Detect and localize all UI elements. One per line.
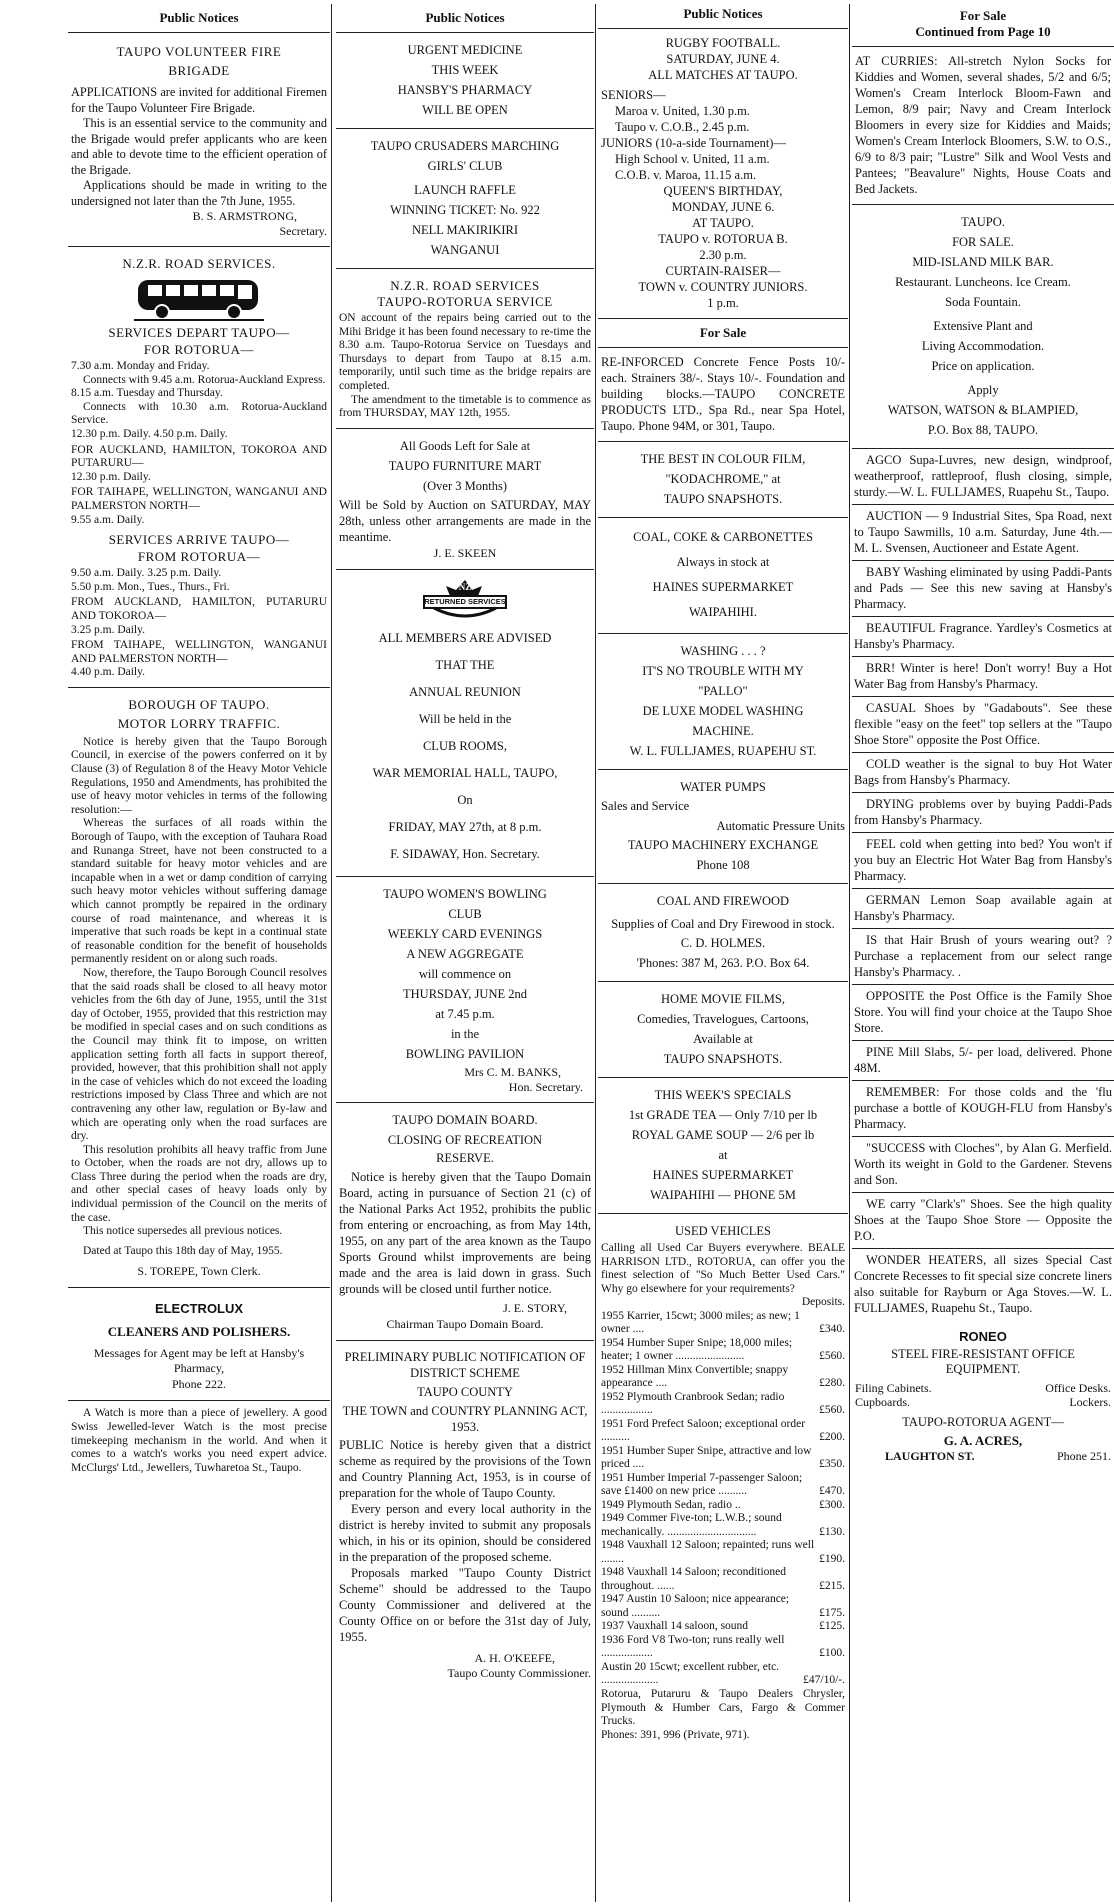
classified-ad — [852, 1081, 1114, 1137]
fire-brigade-notice — [68, 33, 330, 247]
signature: S. TOREPE, Town Clerk. — [137, 1264, 261, 1279]
vehicle-deposit: £190. — [819, 1552, 845, 1565]
signature: J. E. STORY, — [503, 1300, 567, 1315]
domain-board-notice — [336, 1103, 594, 1341]
notice-line: Available at — [693, 1032, 753, 1046]
notice-line: WASHING . . . ? — [680, 644, 766, 658]
notice-line: TAUPO v. ROTORUA B. — [658, 232, 788, 246]
vehicle-deposit: £125. — [819, 1620, 845, 1633]
section-header: Public Notices — [336, 4, 594, 33]
notice-text: AGCO Supa-Luvres, new design, windproof, weatherproof, rattleproof, flush closing, simple, sturdy.—W. L. FULLJAMES, Ruapehu St., Taupo. — [854, 453, 1112, 499]
column-label: Deposits. — [801, 1296, 845, 1309]
timetable-line: FOR AUCKLAND, HAMILTON, TOKOROA AND PUTARURU— — [71, 443, 327, 470]
notice-text: WE carry "Clark's" Shoes. See the high quality Shoes at the Taupo Shoe Store — Opposite the P.O. — [854, 1197, 1112, 1243]
roneo-advert — [852, 1320, 1114, 1470]
notice-line: will commence on — [418, 966, 512, 981]
notice-line: JUNIORS (10-a-side Tournament)— — [601, 136, 786, 150]
vehicle-row — [601, 1499, 845, 1513]
notice-line: All Goods Left for Sale at — [399, 438, 531, 453]
timetable-line: Connects with 10.30 a.m. Rotorua-Auckland Service. — [71, 400, 327, 427]
notice-line: WILL BE OPEN — [422, 103, 508, 117]
notice-title: ELECTROLUX — [154, 1301, 244, 1317]
vehicle-description: 1951 Humber Super Snipe, attractive and low priced .... — [601, 1444, 812, 1471]
column-4 — [852, 4, 1114, 1900]
notice-text: Phone 222. — [172, 1377, 226, 1392]
column-3 — [598, 4, 848, 1900]
notice-title: N.Z.R. ROAD SERVICES. — [122, 256, 276, 271]
notice-line: in the — [450, 1026, 480, 1041]
notice-line: TAUPO. — [961, 215, 1005, 229]
notice-line: DE LUXE MODEL WASHING — [642, 704, 804, 718]
notice-line: WATSON, WATSON & BLAMPIED, — [887, 403, 1079, 417]
notice-line: C. D. HOLMES. — [680, 936, 766, 950]
timetable-line: Connects with 9.45 a.m. Rotorua-Auckland Express. — [83, 373, 326, 386]
rsa-notice — [336, 570, 594, 877]
vehicle-row — [601, 1310, 845, 1337]
notice-text: AT CURRIES: All-stretch Nylon Socks for Kiddies and Women, several shades, 5/2 and 6/5; Women's Cream Interlock Bloom-Fawn and Lemon, 8/9 pair; Navy and Cream Interlock Bloomers in every size for Kiddies and Maids; Women's Cream Interlock Bloomers, S.W. to O.S., 6/9 to 8/3 pair; "Lustre" Silk and Wool Vests and Pantees; "Beavalure" Nights, House Coats and Bed Jackets. — [855, 54, 1111, 196]
classified-ad — [852, 505, 1114, 561]
notice-line: LAUNCH RAFFLE — [414, 183, 516, 197]
rsa-badge-text: NZ — [458, 581, 472, 592]
notice-title: BRIGADE — [168, 63, 230, 78]
notice-line: HAINES SUPERMARKET — [652, 1168, 794, 1182]
notice-line: Always in stock at — [676, 555, 770, 569]
notice-text: The amendment to the timetable is to commence as from THURSDAY, MAY 12th, 1955. — [339, 393, 591, 420]
section-header: Public Notices — [598, 4, 848, 29]
vehicle-row — [601, 1391, 845, 1418]
furniture-mart-notice — [336, 429, 594, 570]
vehicle-description: 1948 Vauxhall 14 Saloon; reconditioned throughout. ...... — [601, 1566, 787, 1592]
notice-line: WAIPAHIHI. — [689, 605, 757, 619]
timetable-line: 7.30 a.m. Monday and Friday. — [71, 360, 210, 372]
classified-ad — [852, 449, 1114, 505]
notice-text: Will be Sold by Auction on SATURDAY, MAY 28th, unless other arrangements are made in the meantime. — [339, 497, 591, 544]
rugby-notice — [598, 29, 848, 319]
notice-line: GIRLS' CLUB — [427, 159, 503, 173]
vehicle-row — [601, 1445, 845, 1472]
notice-text: Calling all Used Car Buyers everywhere. BEALE HARRISON LTD., ROTORUA, can offer you the finest selection of "So Much Better Used Cars." Why go elsewhere for your requirements? — [601, 1242, 845, 1295]
nzr-service-notice — [336, 269, 594, 429]
notice-text: Every person and every local authority in the district is hereby invited to submit any proposals which, in his or its opinion, should be considered in the preparation of the proposed scheme. — [339, 1501, 591, 1564]
classified-ad — [852, 1041, 1114, 1081]
firewood-advert — [598, 884, 848, 982]
notice-line: Sales and Service — [601, 799, 690, 813]
notice-text: BABY Washing eliminated by using Paddi-Pants and Pads — See this new saving at Hansby's Pharmacy. — [854, 565, 1112, 611]
notice-subtitle: CLEANERS AND POLISHERS. — [107, 1324, 291, 1340]
roneo-items — [855, 1381, 1111, 1395]
notice-line: MONDAY, JUNE 6. — [671, 200, 775, 214]
notice-line: FOR SALE. — [952, 235, 1014, 249]
notice-text: This is an essential service to the community and the Brigade would prefer applicants who are keen and able to devote time to the efficient operation of the Brigade. — [71, 116, 327, 177]
vehicle-description: 1949 Commer Five-ton; L.W.B.; sound mechanically. ............................... — [601, 1512, 782, 1538]
used-vehicles-advert — [598, 1214, 848, 1749]
notice-text: Now, therefore, the Taupo Borough Council resolves that the said roads shall be closed to all heavy motor vehicles from the 6th day of June, 1955, until the 31st day of October, 1955, provided that this restriction may be modified in special cases and on such conditions as the Council may think fit to impose, on written application setting forth all facts in support thereof, provided, however, that this prohibition shall not apply in the case of vehicles which do not exceed the loading restrictions imposed by Class Three and which are not contravening any other law, regulation or By-law and which are operating only when the road surfaces are dry. — [71, 966, 327, 1143]
vehicle-deposit: £215. — [819, 1579, 845, 1592]
vehicle-row — [601, 1337, 845, 1364]
column-2 — [336, 4, 594, 1900]
section-header — [852, 4, 1114, 47]
notice-line: ANNUAL REUNION — [409, 684, 521, 699]
nzr-road-services-notice — [68, 247, 330, 688]
timetable-line: FROM AUCKLAND, HAMILTON, PUTARURU AND TOKOROA— — [71, 596, 327, 622]
notice-text: APPLICATIONS are invited for additional Firemen for the Taupo Volunteer Fire Brigade. — [71, 85, 327, 115]
notice-text: WONDER HEATERS, all sizes Special Cast Concrete Recesses to fit special size concrete liners also suitable for Rayburn or Aga Stoves.—W. L. FULLJAMES, Ruapehu St., Taupo. — [854, 1253, 1112, 1315]
notice-line: Extensive Plant and — [933, 319, 1033, 333]
notice-line: "KODACHROME," at — [665, 472, 781, 486]
section-header: For Sale — [598, 319, 848, 348]
notice-title: RESERVE. — [436, 1150, 494, 1165]
notice-line: TAUPO WOMEN'S BOWLING — [383, 886, 547, 901]
notice-line: Taupo v. C.O.B., 2.45 p.m. — [615, 120, 750, 134]
vehicle-deposit: £130. — [819, 1525, 845, 1538]
notice-title: PRELIMINARY PUBLIC NOTIFICATION OF DISTRICT SCHEME — [344, 1349, 586, 1380]
notice-line: THIS WEEK — [431, 63, 499, 77]
notice-line: Restaurant. Luncheons. Ice Cream. — [895, 275, 1071, 289]
vehicle-description: 1936 Ford V8 Two-ton; runs really well .................. — [601, 1633, 785, 1660]
notice-text: FEEL cold when getting into bed? You won't if you buy an Electric Hot Water Bag from Hansby's Pharmacy. — [854, 837, 1112, 883]
notice-line: NELL MAKIRIKIRI — [411, 223, 519, 237]
signature: Chairman Taupo Domain Board. — [386, 1316, 544, 1331]
notice-line: WEEKLY CARD EVENINGS — [387, 926, 543, 941]
classified-ad — [852, 985, 1114, 1041]
vehicle-list — [601, 1310, 845, 1688]
notice-text: A Watch is more than a piece of jewellery. A good Swiss Jewelled-lever Watch is the most precise timekeeping mechanism in the world. And when it comes to a watch's works you need expert advice. McClurgs' Ltd., Jewellers, Tuwharetoa St., Taupo. — [71, 1407, 327, 1474]
signature: Hon. Secretary. — [508, 1079, 583, 1094]
timetable-line: 5.50 p.m. Mon., Tues., Thurs., Fri. — [71, 580, 230, 593]
notice-title: USED VEHICLES — [675, 1224, 771, 1238]
vehicle-row — [601, 1418, 845, 1445]
notice-line: A NEW AGGREGATE — [406, 946, 524, 961]
vehicle-description: Austin 20 15cwt; excellent rubber, etc. .................... — [601, 1660, 780, 1687]
vehicle-row — [601, 1539, 845, 1566]
notice-line: 1st GRADE TEA — Only 7/10 per lb — [628, 1108, 818, 1122]
roneo-address-phone: Phone 251. — [1057, 1449, 1111, 1463]
notice-line: HOME MOVIE FILMS, — [661, 992, 785, 1006]
notice-text: This resolution prohibits all heavy traffic from June to October, when the roads are not dry, allows up to Class Three during the period when the roads are dry, and other special cases of heavy loads only by individual permission of the Council on the merits of the case. — [71, 1143, 327, 1224]
vehicle-deposit: £200. — [819, 1431, 845, 1444]
notice-text: ON account of the repairs being carried out to the Mihi Bridge it has been found necessary to re-time the 8.30 a.m. Taupo-Rotorua Service on Tuesdays and Thursdays to depart from Taupo at 8.15 a.m. temporarily, until such time as the bridge repairs are completed. — [339, 312, 591, 392]
notice-line: COAL, COKE & CARBONETTES — [633, 530, 813, 544]
vehicle-row — [601, 1620, 845, 1634]
notice-line: MID-ISLAND MILK BAR. — [912, 255, 1054, 269]
notice-line: HAINES SUPERMARKET — [652, 580, 794, 594]
roneo-address — [855, 1449, 1111, 1463]
notice-line: ALL MEMBERS ARE ADVISED — [378, 630, 552, 645]
section-header: Public Notices — [68, 4, 330, 33]
notice-line: P.O. Box 88, TAUPO. — [927, 423, 1039, 437]
classified-list — [852, 449, 1114, 1320]
notice-line: QUEEN'S BIRTHDAY, — [663, 184, 783, 198]
notice-text: "SUCCESS with Cloches", by Alan G. Merfield. Worth its weight in Gold to the Gardener. Stevens and Son. — [854, 1141, 1112, 1187]
notice-line: WAR MEMORIAL HALL, TAUPO, — [372, 765, 558, 780]
notice-line: (Over 3 Months) — [422, 478, 507, 493]
signature: F. SIDAWAY, Hon. Secretary. — [390, 846, 540, 861]
notice-subtitle: FROM ROTORUA— — [137, 549, 261, 565]
roneo-address-street: LAUGHTON ST. — [885, 1449, 975, 1463]
notice-line: High School v. United, 11 a.m. — [615, 152, 770, 166]
notice-line: 'Phones: 387 M, 263. P.O. Box 64. — [636, 956, 810, 970]
notice-text: IS that Hair Brush of yours wearing out? ? Purchase a replacement from our select range Hansby's Pharmacy. . — [854, 933, 1112, 979]
vehicle-description: 1955 Karrier, 15cwt; 3000 miles; as new; 1 owner .... — [601, 1309, 800, 1336]
notice-subtitle: SERVICES DEPART TAUPO— — [108, 325, 290, 340]
notice-line: at — [718, 1148, 728, 1162]
notice-text: Phones: 391, 996 (Private, 971). — [601, 1728, 750, 1741]
vehicle-row — [601, 1634, 845, 1661]
notice-text: RE-INFORCED Concrete Fence Posts 10/- each. Strainers 38/-. Stays 10/-. Foundation and building blocks.—TAUPO CONCRETE PRODUCTS LTD., Spa Rd., near Spa Hotel, Taupo. Phone 94M, or 301, Taupo. — [601, 355, 845, 433]
classified-ad — [852, 697, 1114, 753]
notice-line: at 7.45 p.m. — [435, 1006, 495, 1021]
electrolux-notice — [68, 1288, 330, 1401]
notice-line: 2.30 p.m. — [699, 248, 747, 262]
notice-line: W. L. FULLJAMES, RUAPEHU ST. — [629, 744, 817, 758]
timetable-line: 8.15 a.m. Tuesday and Thursday. — [71, 387, 223, 400]
specials-advert — [598, 1078, 848, 1214]
rsa-badge-icon — [420, 578, 510, 622]
rsa-badge-text: RETURNED SERVICES — [424, 596, 506, 606]
signature: J. E. SKEEN — [433, 545, 497, 560]
notice-line: ROYAL GAME SOUP — 2/6 per lb — [631, 1128, 815, 1142]
roneo-items — [855, 1395, 1111, 1409]
notice-text: REMEMBER: For those colds and the 'flu purchase a bottle of KOUGH-FLU from Hansby's Pharmacy. — [854, 1085, 1112, 1131]
roneo-item: Lockers. — [1069, 1395, 1111, 1409]
coal-coke-advert — [598, 518, 848, 634]
classified-ad — [852, 793, 1114, 833]
signature: B. S. ARMSTRONG, — [192, 209, 297, 223]
timetable-line: 9.55 a.m. Daily. — [71, 513, 145, 526]
curries-advert — [852, 47, 1114, 205]
notice-title: MOTOR LORRY TRAFFIC. — [117, 715, 281, 731]
vehicle-row — [601, 1661, 845, 1688]
classified-ad — [852, 561, 1114, 617]
notice-text: Proposals marked "Taupo County District Scheme" should be addressed to the Taupo County Commissioner and delivered at the County Office on or before the 31st day of July, 1955. — [339, 1565, 591, 1644]
bowling-notice — [336, 877, 594, 1103]
vehicle-row — [601, 1566, 845, 1593]
notice-title: TAUPO VOLUNTEER FIRE — [116, 44, 282, 59]
milk-bar-advert — [852, 205, 1114, 449]
notice-title: BOROUGH OF TAUPO. — [128, 696, 270, 712]
vehicle-description: 1937 Vauxhall 14 saloon, sound — [601, 1620, 749, 1633]
timetable-line: 9.50 a.m. Daily. 3.25 p.m. Daily. — [71, 567, 222, 580]
vehicle-description: 1949 Plymouth Sedan, radio .. — [601, 1498, 741, 1511]
notice-title: TAUPO COUNTY — [417, 1384, 513, 1399]
notice-text: Whereas the surfaces of all roads within the Borough of Taupo, with the exception of Tauhara Road and Runanga Street, have not been constructed to a standard suitable for heavy motor vehicles and are incapable when in a wet or damp condition of carrying such heavy motor vehicles without suffering damage which cannot promptly be repaired in the ordinary course of road maintenance, and whereas it is imperative that such roads be kept in a continual state of reasonable condition for the benefit of households permanently resident on or along such roads. — [71, 817, 327, 966]
vehicle-description: 1948 Vauxhall 12 Saloon; repainted; runs well ........ — [601, 1539, 815, 1565]
vehicle-deposit: £470. — [819, 1485, 845, 1498]
roneo-item: Cupboards. — [855, 1395, 910, 1409]
notice-title: THE TOWN and COUNTRY PLANNING ACT, 1953. — [342, 1403, 588, 1434]
vehicle-row — [601, 1593, 845, 1620]
notice-title: N.Z.R. ROAD SERVICES — [390, 278, 540, 293]
classified-ad — [852, 753, 1114, 793]
signature: Mrs C. M. BANKS, — [464, 1064, 561, 1079]
roneo-item: Office Desks. — [1045, 1381, 1111, 1395]
notice-title: RONEO — [959, 1329, 1007, 1344]
signature: A. H. O'KEEFE, — [474, 1650, 555, 1665]
notice-line: TAUPO-ROTORUA AGENT— — [902, 1415, 1064, 1429]
timetable-line: 12.30 p.m. Daily. 4.50 p.m. Daily. — [71, 427, 228, 440]
vehicle-description: 1952 Plymouth Cranbrook Sedan; radio .................. — [601, 1390, 785, 1417]
vehicle-deposit: £350. — [819, 1458, 845, 1471]
notice-text: BRR! Winter is here! Don't worry! Buy a Hot Water Bag from Hansby's Pharmacy. — [854, 661, 1112, 691]
notice-line: G. A. ACRES, — [943, 1433, 1023, 1448]
vehicle-row — [601, 1512, 845, 1539]
notice-line: SENIORS— — [601, 88, 666, 102]
column-rule — [849, 4, 850, 1902]
vehicle-deposit: £560. — [819, 1404, 845, 1417]
roneo-item: Filing Cabinets. — [855, 1381, 932, 1395]
washing-machine-advert — [598, 634, 848, 770]
notice-title: CLOSING OF RECREATION — [387, 1132, 543, 1147]
timetable-line: 3.25 p.m. Daily. — [71, 623, 145, 636]
district-scheme-notice — [336, 1341, 594, 1688]
signature: Taupo County Commissioner. — [447, 1665, 591, 1680]
notice-subtitle: FOR ROTORUA— — [143, 342, 255, 357]
timetable-line: FROM TAIHAPE, WELLINGTON, WANGANUI AND PALMERSTON NORTH— — [71, 639, 327, 665]
notice-subtitle: STEEL FIRE-RESISTANT OFFICE EQUIPMENT. — [891, 1347, 1075, 1376]
notice-line: Price on application. — [931, 359, 1035, 373]
notice-line: TOWN v. COUNTRY JUNIORS. — [638, 280, 808, 294]
notice-line: Living Accommodation. — [921, 339, 1045, 353]
vehicle-description: 1954 Humber Super Snipe; 18,000 miles; heater; 1 owner ........................ — [601, 1336, 793, 1363]
column-rule — [331, 4, 332, 1902]
notice-line: FRIDAY, MAY 27th, at 8 p.m. — [388, 819, 542, 834]
notice-line: TAUPO SNAPSHOTS. — [663, 492, 783, 506]
notice-text: CASUAL Shoes by "Gadabouts". See these flexible "easy on the feet" top sellers at the "Taupo Shoe Store" opposite the Post Office. — [854, 701, 1112, 747]
vehicle-description: 1951 Humber Imperial 7-passenger Saloon; save £1400 on new price .......... — [601, 1471, 803, 1498]
home-movies-advert — [598, 982, 848, 1078]
water-pumps-advert — [598, 770, 848, 884]
notice-line: CLUB ROOMS, — [422, 738, 508, 753]
notice-text: PUBLIC Notice is hereby given that a district scheme as required by the provisions of the Town and Country Planning Act, 1953, is in course of preparation for the whole of Taupo County. — [339, 1437, 591, 1500]
classified-ad — [852, 889, 1114, 929]
notice-text: Notice is hereby given that the Taupo Borough Council, in exercise of the powers conferred on it by Clause (3) of Regulation 8 of the Heavy Motor Vehicle Regulations, 1950 and Amendments, has prohibited the use of heavy motor vehicles in terms of the following resolution:— — [71, 735, 327, 816]
timetable-line: 12.30 p.m. Daily. — [71, 470, 151, 483]
notice-text: Applications should be made in writing to the undersigned not later than the 7th June, 1955. — [71, 178, 327, 208]
column-1 — [68, 4, 330, 1900]
vehicle-deposit: £100. — [819, 1647, 845, 1660]
notice-line: SATURDAY, JUNE 4. — [666, 52, 780, 66]
notice-text: This notice supersedes all previous notices. — [83, 1225, 283, 1238]
vehicle-row — [601, 1472, 845, 1499]
notice-text: DRYING problems over by buying Paddi-Pads from Hansby's Pharmacy. — [854, 797, 1112, 827]
watch-advert — [68, 1401, 330, 1482]
notice-text: Dated at Taupo this 18th day of May, 1955. — [83, 1244, 283, 1257]
notice-line: HANSBY'S PHARMACY — [397, 83, 533, 97]
notice-line: Comedies, Travelogues, Cartoons, — [637, 1012, 809, 1026]
notice-line: 1 p.m. — [707, 296, 739, 310]
notice-line: Maroa v. United, 1.30 p.m. — [615, 104, 750, 118]
notice-line: Apply — [967, 383, 999, 397]
notice-text: GERMAN Lemon Soap available again at Hansby's Pharmacy. — [854, 893, 1112, 923]
classified-ad — [852, 1249, 1114, 1320]
notice-text: Messages for Agent may be left at Hansby's Pharmacy, — [93, 1346, 305, 1376]
signature: Secretary. — [279, 224, 327, 238]
notice-line: Phone 108 — [696, 858, 750, 872]
vehicle-deposit: £560. — [819, 1350, 845, 1363]
notice-line: C.O.B. v. Maroa, 11.15 a.m. — [615, 168, 757, 182]
section-header-subtitle: Continued from Page 10 — [915, 24, 1051, 39]
notice-line: WINNING TICKET: No. 922 — [390, 203, 540, 217]
notice-line: TAUPO CRUSADERS MARCHING — [370, 139, 560, 153]
notice-title: TAUPO-ROTORUA SERVICE — [377, 294, 553, 309]
notice-line: Automatic Pressure Units — [716, 819, 845, 833]
notice-line: RUGBY FOOTBALL. — [665, 36, 781, 50]
notice-title: COAL AND FIREWOOD — [656, 894, 790, 908]
notice-line: "PALLO" — [698, 684, 748, 698]
notice-line: TAUPO SNAPSHOTS. — [663, 1052, 783, 1066]
notice-line: WANGANUI — [430, 243, 500, 257]
notice-line: TAUPO FURNITURE MART — [388, 458, 542, 473]
vehicle-description: 1947 Austin 10 Saloon; nice appearance; sound .......... — [601, 1593, 790, 1619]
kodachrome-advert — [598, 442, 848, 518]
notice-title: WATER PUMPS — [680, 780, 766, 794]
crusaders-notice — [336, 129, 594, 269]
notice-text: Rotorua, Putaruru & Taupo Dealers Chrysler, Plymouth & Humber Cars, Fargo & Commer Trucks. — [601, 1687, 845, 1728]
notice-title: TAUPO DOMAIN BOARD. — [392, 1112, 538, 1127]
notice-text: COLD weather is the signal to buy Hot Water Bags from Hansby's Pharmacy. — [854, 757, 1112, 787]
notice-line: URGENT MEDICINE — [407, 43, 523, 57]
column-rule — [595, 4, 596, 1902]
notice-line: THE BEST IN COLOUR FILM, — [640, 452, 806, 466]
notice-line: CLUB — [448, 906, 482, 921]
fence-posts-advert — [598, 348, 848, 442]
notice-line: MACHINE. — [692, 724, 754, 738]
classified-ad — [852, 1137, 1114, 1193]
notice-text: OPPOSITE the Post Office is the Family Shoe Store. You will find your choice at the Taupo Shoe Store. — [854, 989, 1112, 1035]
medicine-notice — [336, 33, 594, 129]
notice-line: Supplies of Coal and Dry Firewood in stock. — [611, 917, 835, 931]
borough-notice — [68, 688, 330, 1289]
classified-ad — [852, 1193, 1114, 1249]
notice-line: ALL MATCHES AT TAUPO. — [648, 68, 798, 82]
classified-ad — [852, 833, 1114, 889]
notice-text: BEAUTIFUL Fragrance. Yardley's Cosmetics at Hansby's Pharmacy. — [854, 621, 1112, 651]
notice-line: THAT THE — [435, 657, 495, 672]
notice-line: WAIPAHIHI — PHONE 5M — [650, 1188, 796, 1202]
notice-line: On — [457, 792, 473, 807]
notice-text: Notice is hereby given that the Taupo Domain Board, acting in pursuance of Section 21 (c) of the National Parks Act 1952, prohibits the public from entering or encroaching, as from May 14th, 1955, on any part of the area known as the Taupo Sports Ground whilst improvements are being made and the area is laid down in grass. Such grounds will be closed until further notice. — [339, 1169, 591, 1296]
vehicle-row — [601, 1364, 845, 1391]
notice-subtitle: SERVICES ARRIVE TAUPO— — [108, 532, 290, 548]
classified-ad — [852, 929, 1114, 985]
timetable-line: 4.40 p.m. Daily. — [71, 666, 145, 679]
notice-line: IT'S NO TROUBLE WITH MY — [642, 664, 804, 678]
vehicle-description: 1952 Hillman Minx Convertible; snappy appearance .... — [601, 1363, 789, 1390]
notice-line: Will be held in the — [418, 711, 512, 726]
notice-line: THURSDAY, JUNE 2nd — [403, 986, 527, 1001]
classified-ad — [852, 657, 1114, 697]
notice-line: TAUPO MACHINERY EXCHANGE — [627, 838, 819, 852]
notice-line: BOWLING PAVILION — [405, 1046, 525, 1061]
section-header-title: For Sale — [959, 8, 1007, 23]
timetable-line: FOR TAIHAPE, WELLINGTON, WANGANUI AND PALMERSTON NORTH— — [71, 486, 327, 512]
notice-text: AUCTION — 9 Industrial Sites, Spa Road, next to Taupo Sawmills, 10 a.m. Saturday, June 4th.—M. L. Svensen, Auctioneer and Estate Agent. — [854, 509, 1112, 555]
vehicle-deposit: £300. — [819, 1498, 845, 1511]
notice-line: CURTAIN-RAISER— — [665, 264, 781, 278]
notice-text: PINE Mill Slabs, 5/- per load, delivered. Phone 48M. — [854, 1045, 1112, 1075]
notice-line: THIS WEEK'S SPECIALS — [654, 1088, 792, 1102]
vehicle-description: 1951 Ford Prefect Saloon; exceptional order .......... — [601, 1417, 806, 1444]
classified-ad — [852, 617, 1114, 657]
bus-icon — [134, 276, 264, 322]
notice-line: AT TAUPO. — [692, 216, 754, 230]
vehicle-deposit: £280. — [819, 1377, 845, 1390]
vehicle-deposit: £340. — [819, 1323, 845, 1336]
notice-line: Soda Fountain. — [945, 295, 1021, 309]
vehicle-deposit: £175. — [819, 1606, 845, 1619]
vehicle-deposit: £47/10/-. — [803, 1674, 845, 1687]
